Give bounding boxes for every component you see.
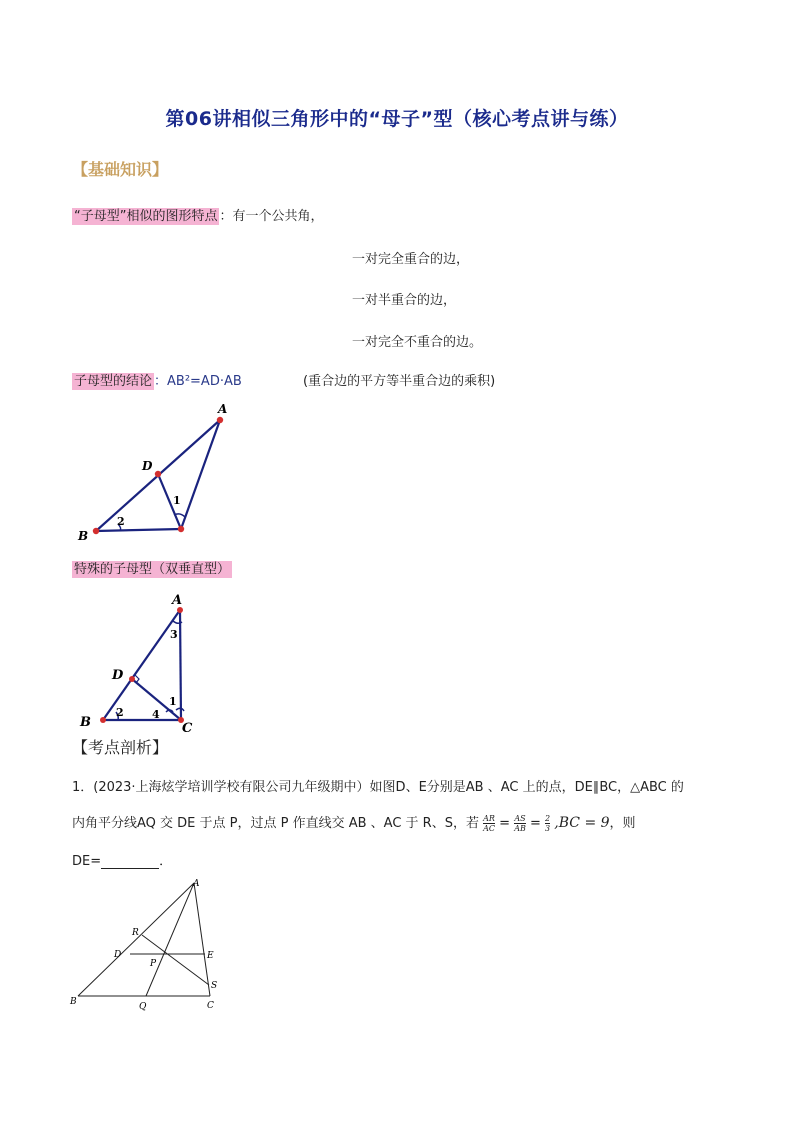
conclusion-formula: ：AB²=AD·AB (154, 374, 242, 389)
feature-item-2: 一对完全重合的边， (352, 252, 470, 267)
question-1-text: 内角平分线AQ 交 DE 于点 P，过点 P 作直线交 AB 、AC 于 R、S，若 (72, 816, 479, 831)
conclusion-note: (重合边的平方等半重合边的乘积) (303, 374, 496, 389)
fig3-label-e: E (207, 951, 214, 961)
fig1-label-b: B (78, 529, 89, 543)
fig2-edge-ac (180, 610, 181, 720)
fig1-label-a: A (218, 402, 228, 416)
fig2-label-d: D (112, 668, 124, 683)
feature-item-1: 有一个公共角， (232, 209, 324, 224)
fig3-label-d: D (114, 950, 122, 960)
feature-colon: ： (219, 209, 233, 224)
fig3-label-r: R (132, 928, 139, 938)
feature-label: “子母型”相似的图形特点 (74, 209, 218, 224)
question-1-line-2 (72, 812, 636, 833)
section-analysis-heading: 【考点剖析】 (72, 738, 169, 757)
special-label: 特殊的子母型（双垂直型） (74, 562, 231, 577)
answer-blank[interactable] (101, 856, 159, 869)
fig3-edge-ac (194, 883, 210, 996)
fig2-label-3: 3 (170, 628, 178, 641)
question-1-line-3 (72, 850, 172, 869)
fig2-point-b (100, 717, 106, 723)
fig3-bisector-aq (146, 883, 194, 996)
fig3-label-p: P (150, 959, 157, 969)
fig2-label-c: C (182, 721, 193, 733)
fraction-ar-ac: $\frac{AR}{AC}$ (483, 814, 496, 833)
fig3-label-q: Q (139, 1002, 147, 1012)
bc-value: ,BC = 9 (554, 815, 610, 831)
feature-line (72, 205, 324, 224)
fig3-label-b: B (70, 997, 77, 1007)
fraction-2-3: $\frac{2}{3}$ (545, 814, 551, 833)
fig2-label-4: 4 (152, 708, 160, 721)
conclusion-line (72, 370, 242, 389)
fig2-label-2: 2 (116, 706, 124, 719)
fig3-label-s: S (211, 981, 218, 991)
fig1-point-a (217, 417, 223, 423)
question-1-then: ，则 (609, 816, 636, 831)
figure-2-triangle (72, 588, 212, 733)
fig1-point-b (93, 528, 99, 534)
fig1-label-2: 2 (117, 515, 125, 528)
question-1-end: ． (159, 854, 173, 869)
fig3-label-a: A (193, 879, 200, 889)
feature-item-3: 一对半重合的边， (352, 293, 457, 308)
fig2-label-a: A (172, 593, 183, 608)
fig3-label-c: C (207, 1001, 214, 1011)
fig1-label-d: D (142, 459, 153, 473)
fig2-point-d (129, 676, 135, 682)
fig3-edge-ab (78, 883, 194, 996)
figure-1-triangle (70, 398, 240, 543)
section-basic-heading: 【基础知识】 (72, 160, 169, 179)
de-label: DE= (72, 854, 102, 869)
fig1-point-d (155, 471, 161, 477)
equals-sign-2: = (530, 816, 541, 831)
fig2-label-b: B (80, 715, 91, 730)
figure-3-triangle (66, 872, 236, 1017)
fraction-as-ab: $\frac{AS}{AB}$ (514, 814, 526, 833)
fig2-label-1: 1 (169, 695, 177, 708)
feature-item-4: 一对完全不重合的边。 (352, 335, 483, 350)
equals-sign: = (499, 816, 511, 831)
page-title: 第06讲相似三角形中的“母子”型（核心考点讲与练） (165, 108, 629, 130)
question-1-line-1: 1．(2023·上海炫学培训学校有限公司九年级期中）如图D、E分别是AB 、AC 上的点，DE∥BC，△ABC 的 (72, 780, 684, 795)
fig1-point-c (178, 526, 184, 532)
fig1-edge-bc (96, 529, 181, 531)
special-line (72, 558, 232, 577)
conclusion-label: 子母型的结论 (74, 374, 153, 389)
fig1-label-1: 1 (173, 494, 181, 507)
